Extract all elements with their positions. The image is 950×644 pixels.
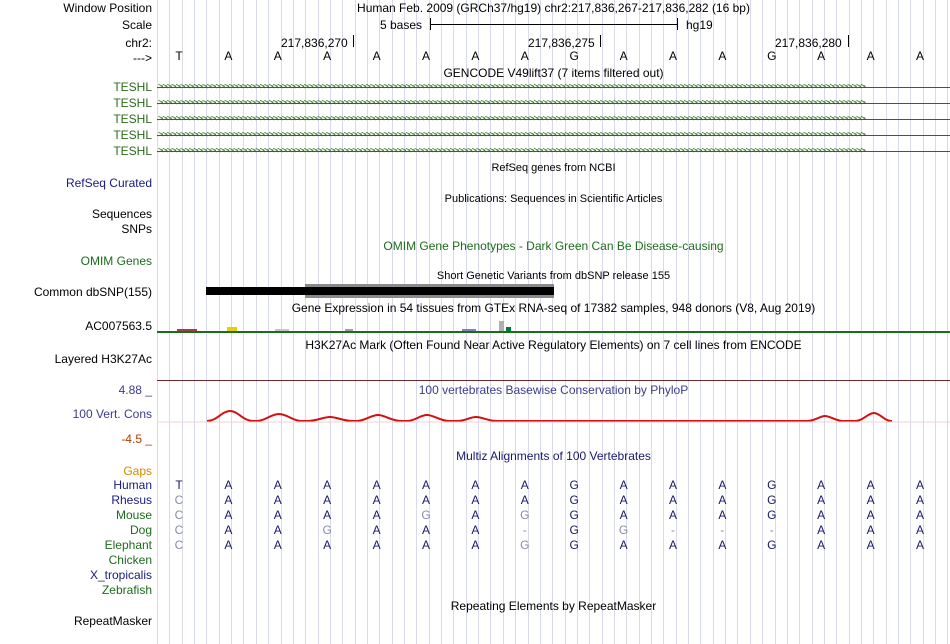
alignment-base: G (569, 523, 579, 537)
gencode-strand-arrows: >>>>>>>>>>>>>>>>>>>>>>>>>>>>>>>>>>>>>>>>>>>>>>>>>>>>>>>>>>>>>>>>>>>>>>>>>>>>>>>>>>>>>>>>>>>>>>>>>>>>>>>>>>>>>>>>>>>>>>>>>>>>>>>>>>>>>>>>>>>>>>>>>>>>>>>>>>>>>>>> (158, 130, 865, 140)
gtex-bar-6 (499, 321, 504, 331)
alignment-base: A (866, 478, 875, 492)
alignment-base: C (174, 493, 184, 507)
refseq-track-label[interactable]: RefSeq Curated (65, 176, 152, 190)
alignment-species-label[interactable]: Dog (129, 523, 152, 537)
alignment-base: G (520, 538, 530, 552)
alignment-base: G (767, 508, 777, 522)
dna-base: A (866, 49, 875, 63)
gtex-baseline (157, 331, 950, 333)
alignment-base: G (569, 478, 579, 492)
coord-2-tick (600, 35, 601, 47)
dna-base: A (323, 49, 332, 63)
alignment-base: G (322, 523, 332, 537)
alignment-base: A (273, 538, 282, 552)
repeatmasker-track-label[interactable]: RepeatMasker (73, 614, 152, 628)
dna-base: A (817, 49, 826, 63)
dna-base: A (471, 49, 480, 63)
alignment-base: A (224, 478, 233, 492)
alignment-base: A (866, 493, 875, 507)
coord-3: 217,836,280 (775, 36, 842, 50)
gencode-strand-arrows: >>>>>>>>>>>>>>>>>>>>>>>>>>>>>>>>>>>>>>>>>>>>>>>>>>>>>>>>>>>>>>>>>>>>>>>>>>>>>>>>>>>>>>>>>>>>>>>>>>>>>>>>>>>>>>>>>>>>>>>>>>>>>>>>>>>>>>>>>>>>>>>>>>>>>>>>>>>>>>>> (158, 98, 865, 108)
scale-text: 5 bases (380, 18, 423, 32)
alignment-base: A (915, 478, 924, 492)
alignment-base: G (767, 478, 777, 492)
alignment-base: A (471, 478, 480, 492)
alignment-base: A (817, 508, 826, 522)
coord-1-tick (353, 35, 354, 47)
dna-base: A (619, 49, 628, 63)
phylop-positive-path (207, 411, 892, 421)
alignment-base: G (569, 508, 579, 522)
alignment-base: A (273, 523, 282, 537)
h3k27ac-track-label[interactable]: Layered H3K27Ac (54, 352, 152, 366)
publications-track-title[interactable]: Publications: Sequences in Scientific Articles (444, 193, 663, 205)
alignment-base: - (671, 523, 675, 537)
alignment-base: A (817, 478, 826, 492)
window-position-text[interactable]: Human Feb. 2009 (GRCh37/hg19) chr2:217,836,267-217,836,282 (16 bp) (357, 1, 750, 15)
dna-base: T (175, 49, 183, 63)
alignment-species-label[interactable]: Elephant (104, 538, 152, 552)
alignment-species-label[interactable]: Human (113, 478, 152, 492)
dna-sequence-row (0, 49, 950, 64)
alignment-base: G (569, 538, 579, 552)
scale-bar-left-tick (430, 18, 431, 30)
alignment-species-label[interactable]: Mouse (115, 508, 152, 522)
alignment-base: A (915, 493, 924, 507)
phylop-min-value: -4.5 _ (121, 432, 152, 446)
multiz-track-title[interactable]: Multiz Alignments of 100 Vertebrates (456, 449, 651, 463)
snps-track-label[interactable]: SNPs (121, 222, 152, 236)
alignment-base: A (668, 493, 677, 507)
dna-base: G (767, 49, 777, 63)
strand-label: ---> (133, 51, 152, 65)
alignment-base: A (520, 478, 529, 492)
alignment-base: A (372, 523, 381, 537)
alignment-base: A (619, 478, 628, 492)
scale-assembly: hg19 (686, 18, 713, 32)
alignment-base: G (520, 508, 530, 522)
alignment-base: T (175, 478, 183, 492)
alignment-base: A (372, 493, 381, 507)
dbsnp-track-title[interactable]: Short Genetic Variants from dbSNP release 155 (436, 270, 671, 282)
alignment-base: A (471, 508, 480, 522)
gencode-item-label[interactable]: TESHL (113, 144, 152, 158)
alignment-base: A (866, 508, 875, 522)
alignment-base: A (668, 538, 677, 552)
alignment-base: A (718, 493, 727, 507)
dna-base: A (273, 49, 282, 63)
alignment-base: A (915, 523, 924, 537)
alignment-base: A (471, 538, 480, 552)
alignment-base: A (372, 508, 381, 522)
alignment-base: G (767, 493, 777, 507)
alignment-species-label[interactable]: X_tropicalis (89, 568, 152, 582)
alignment-base: A (224, 493, 233, 507)
alignment-base: A (372, 538, 381, 552)
omim-track-label[interactable]: OMIM Genes (80, 254, 152, 268)
gencode-strand-arrows: >>>>>>>>>>>>>>>>>>>>>>>>>>>>>>>>>>>>>>>>>>>>>>>>>>>>>>>>>>>>>>>>>>>>>>>>>>>>>>>>>>>>>>>>>>>>>>>>>>>>>>>>>>>>>>>>>>>>>>>>>>>>>>>>>>>>>>>>>>>>>>>>>>>>>>>>>>>>>>>> (158, 146, 865, 156)
alignment-base: A (619, 508, 628, 522)
alignment-base: C (174, 523, 184, 537)
alignment-base: - (769, 523, 774, 537)
gencode-item-label[interactable]: TESHL (113, 80, 152, 94)
alignment-base: A (421, 493, 430, 507)
phylop-wiggle[interactable] (157, 405, 950, 427)
dna-base: A (915, 49, 924, 63)
gencode-track-title[interactable]: GENCODE V49lift37 (7 items filtered out) (443, 66, 664, 80)
alignment-base: A (817, 538, 826, 552)
phylop-max-value: 4.88 _ (118, 383, 152, 397)
alignment-base: A (323, 508, 332, 522)
scale-label: Scale (121, 18, 152, 32)
alignment-base: A (323, 493, 332, 507)
alignment-base: G (569, 493, 579, 507)
scale-bar (430, 24, 677, 25)
gaps-track-label[interactable]: Gaps (123, 464, 152, 478)
alignment-base: A (421, 538, 430, 552)
alignment-base: G (421, 508, 431, 522)
dna-base: A (520, 49, 529, 63)
dna-base: A (421, 49, 430, 63)
dna-base: A (224, 49, 233, 63)
alignment-base: A (619, 538, 628, 552)
gencode-item-label[interactable]: TESHL (113, 128, 152, 142)
phylop-track-label[interactable]: 100 Vert. Cons (72, 407, 152, 421)
alignment-base: A (471, 523, 480, 537)
alignment-base: A (915, 538, 924, 552)
phylop-track-title[interactable]: 100 vertebrates Basewise Conservation by PhyloP (418, 383, 689, 397)
alignment-base: - (720, 523, 725, 537)
alignment-base: A (273, 478, 282, 492)
sequences-track-label[interactable]: Sequences (91, 207, 152, 221)
alignment-base: A (421, 523, 430, 537)
dna-base: G (569, 49, 579, 63)
window-position-label: Window Position (63, 1, 152, 15)
alignment-base: A (372, 478, 381, 492)
coord-3-tick (848, 35, 849, 47)
alignment-base: A (866, 523, 875, 537)
repeatmasker-track-title[interactable]: Repeating Elements by RepeatMasker (450, 599, 657, 613)
dbsnp-feature-block[interactable] (206, 287, 554, 295)
alignment-base: G (618, 523, 629, 537)
alignment-base: A (619, 493, 628, 507)
omim-track-title[interactable]: OMIM Gene Phenotypes - Dark Green Can Be Disease-causing (383, 239, 724, 253)
alignment-base: A (471, 493, 480, 507)
alignment-base: G (767, 538, 777, 552)
refseq-track-title[interactable]: RefSeq genes from NCBI (491, 162, 616, 174)
alignment-base: A (323, 478, 332, 492)
alignment-species-label[interactable]: Zebrafish (101, 583, 152, 597)
alignment-base: A (520, 493, 529, 507)
scale-bar-right-tick (677, 18, 678, 30)
h3k27ac-baseline (157, 380, 950, 381)
alignment-base: A (323, 538, 332, 552)
dbsnp-track-label[interactable]: Common dbSNP(155) (33, 285, 152, 299)
alignment-base: A (718, 478, 727, 492)
alignment-base: A (224, 523, 233, 537)
dbsnp-feature-grey[interactable] (305, 284, 554, 287)
gencode-item-label[interactable]: TESHL (113, 96, 152, 110)
alignment-base: A (866, 538, 875, 552)
alignment-base: A (273, 493, 282, 507)
alignment-base: A (718, 538, 727, 552)
gencode-strand-arrows: >>>>>>>>>>>>>>>>>>>>>>>>>>>>>>>>>>>>>>>>>>>>>>>>>>>>>>>>>>>>>>>>>>>>>>>>>>>>>>>>>>>>>>>>>>>>>>>>>>>>>>>>>>>>>>>>>>>>>>>>>>>>>>>>>>>>>>>>>>>>>>>>>>>>>>>>>>>>>>>> (158, 114, 865, 124)
gtex-track-title[interactable]: Gene Expression in 54 tissues from GTEx RNA-seq of 17382 samples, 948 donors (V8, Aug 2019) (291, 301, 816, 315)
coord-1: 217,836,270 (281, 36, 348, 50)
alignment-base: A (668, 508, 677, 522)
gencode-item-label[interactable]: TESHL (113, 112, 152, 126)
alignment-base: A (718, 508, 727, 522)
alignment-base: A (224, 538, 233, 552)
alignment-base: A (915, 508, 924, 522)
coord-2: 217,836,275 (528, 36, 595, 50)
h3k27ac-track-title[interactable]: H3K27Ac Mark (Often Found Near Active Regulatory Elements) on 7 cell lines from ENCODE (305, 338, 802, 352)
alignment-base: C (174, 538, 184, 552)
dbsnp-feature-grey-bottom[interactable] (305, 295, 554, 298)
dna-base: A (668, 49, 677, 63)
dna-base: A (718, 49, 727, 63)
alignment-base: C (174, 508, 184, 522)
dna-base: A (372, 49, 381, 63)
alignment-base: A (421, 478, 430, 492)
alignment-base: A (817, 523, 826, 537)
alignment-species-label[interactable]: Chicken (108, 553, 152, 567)
chrom-label: chr2: (125, 36, 152, 50)
alignment-base: - (522, 523, 527, 537)
gencode-strand-arrows: >>>>>>>>>>>>>>>>>>>>>>>>>>>>>>>>>>>>>>>>>>>>>>>>>>>>>>>>>>>>>>>>>>>>>>>>>>>>>>>>>>>>>>>>>>>>>>>>>>>>>>>>>>>>>>>>>>>>>>>>>>>>>>>>>>>>>>>>>>>>>>>>>>>>>>>>>>>>>>>> (158, 82, 865, 92)
alignment-base: A (273, 508, 282, 522)
alignment-base: A (668, 478, 677, 492)
alignment-base: A (817, 493, 826, 507)
gtex-track-label[interactable]: AC007563.5 (85, 319, 152, 333)
alignment-base: A (224, 508, 233, 522)
alignment-species-label[interactable]: Rhesus (111, 493, 152, 507)
